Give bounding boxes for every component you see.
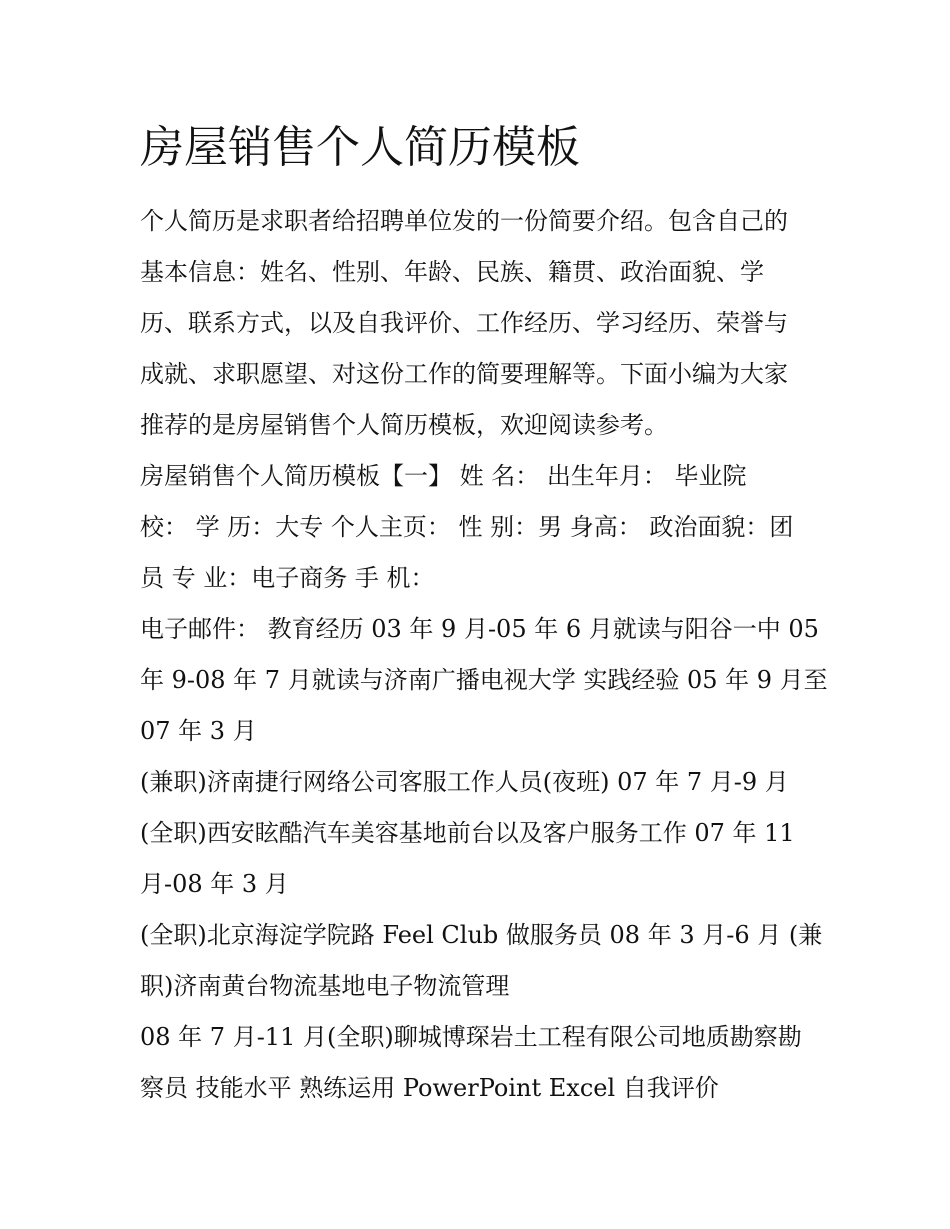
body-line: 成就、求职愿望、对这份工作的简要理解等。下面小编为大家 [140,360,788,388]
body-line: 历、联系方式，以及自我评价、工作经历、学习经历、荣誉与 [140,309,788,337]
body-line: 月-08 年 3 月 [140,870,289,898]
body-line: 职)济南黄台物流基地电子物流管理 [140,972,510,1000]
body-line: 房屋销售个人简历模板【一】 姓 名： 出生年月： 毕业院 [140,462,747,490]
body-line: 推荐的是房屋销售个人简历模板，欢迎阅读参考。 [140,411,668,439]
body-line: 员 专 业：电子商务 手 机： [140,564,435,592]
body-line: (全职)北京海淀学院路 Feel Club 做服务员 08 年 3 月-6 月 (兼 [140,921,823,949]
body-line: 08 年 7 月-11 月(全职)聊城博琛岩土工程有限公司地质勘察勘 [140,1023,802,1051]
body-line: (兼职)济南捷行网络公司客服工作人员(夜班) 07 年 7 月-9 月 [140,768,789,796]
body-line: 电子邮件： 教育经历 03 年 9 月-05 年 6 月就读与阳谷一中 05 [140,615,819,643]
body-line: 07 年 3 月 [140,717,257,745]
body-line: 校： 学 历：大专 个人主页： 性 别：男 身高： 政治面貌：团 [140,513,794,541]
body-line: 个人简历是求职者给招聘单位发的一份简要介绍。包含自己的 [140,207,788,235]
body-line: 察员 技能水平 熟练运用 PowerPoint Excel 自我评价 [140,1074,719,1102]
body-line: (全职)西安眩酷汽车美容基地前台以及客户服务工作 07 年 11 [140,819,795,847]
body-line: 年 9-08 年 7 月就读与济南广播电视大学 实践经验 05 年 9 月至 [140,666,828,694]
body-line: 基本信息：姓名、性别、年龄、民族、籍贯、政治面貌、学 [140,258,764,286]
document-title: 房屋销售个人简历模板 [140,122,580,173]
